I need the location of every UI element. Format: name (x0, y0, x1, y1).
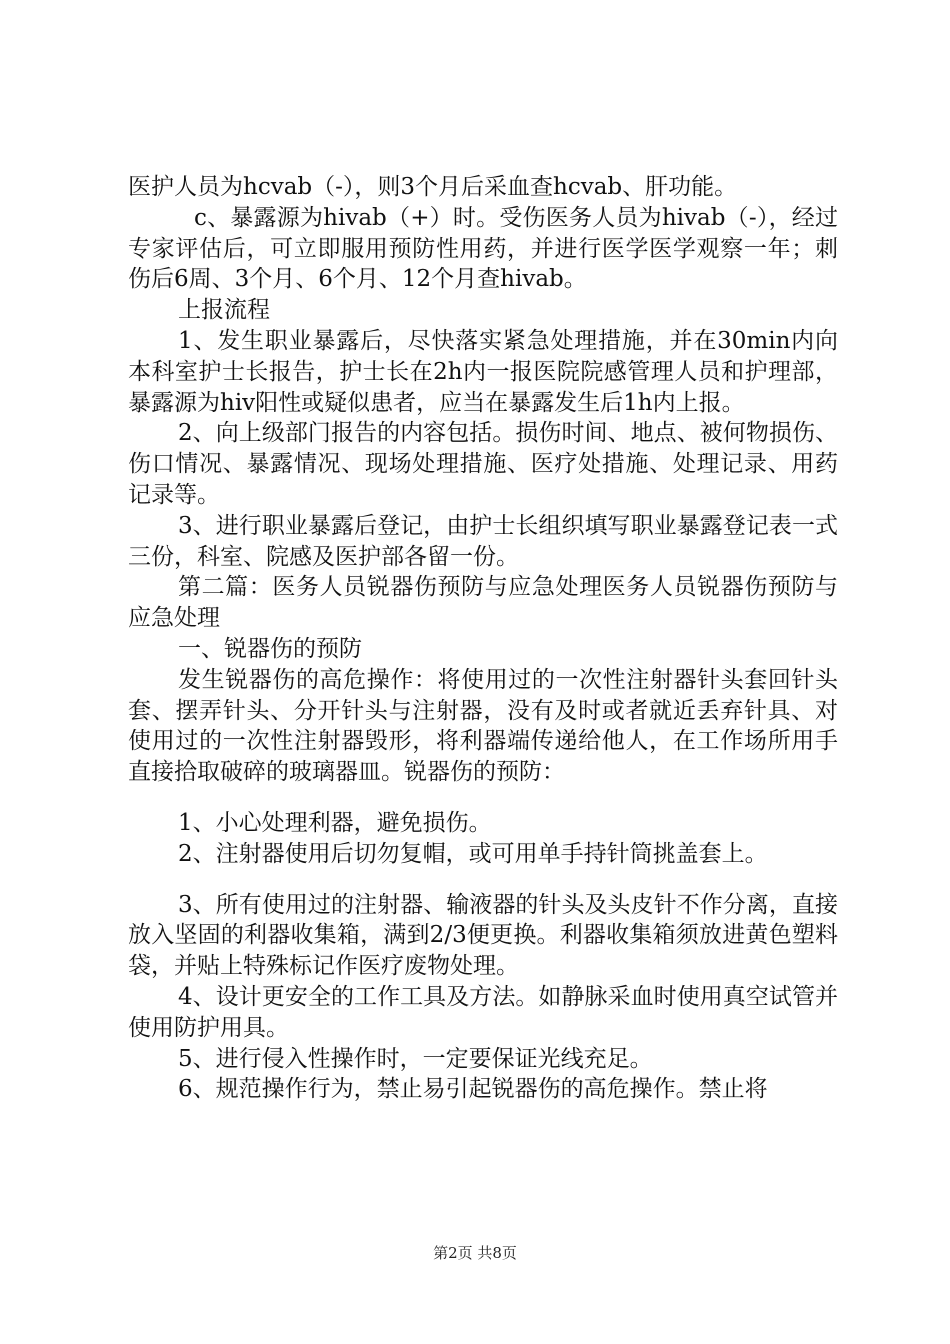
paragraph: 3、进行职业暴露后登记，由护士长组织填写职业暴露登记表一式三份，科室、院感及医护部各留一份。 (128, 512, 838, 570)
chapter-title: 第二篇：医务人员锐器伤预防与应急处理医务人员锐器伤预防与应急处理 (128, 574, 838, 632)
list-item: 4、设计更安全的工作工具及方法。如静脉采血时使用真空试管并使用防护用具。 (128, 983, 838, 1041)
section-heading: 上报流程 (178, 297, 270, 324)
paragraph: 医护人员为hcvab（-），则3个月后采血查hcvab、肝功能。 (128, 174, 738, 200)
spacer (128, 870, 838, 890)
paragraph: 1、发生职业暴露后，尽快落实紧急处理措施，并在30min内向本科室护士长报告，护士长在2h内一报医院院感管理人员和护理部，暴露源为hiv阳性或疑似患者，应当在暴露发生后1h内上报。 (128, 327, 838, 416)
page-number-footer: 第2页 共8页 (433, 1244, 517, 1262)
paragraph: c、暴露源为hivab（+）时。受伤医务人员为hivab（-），经过专家评估后，可立即服用预防性用药，并进行医学医学观察一年；刺伤后6周、3个月、6个月、12个月查hivab。 (128, 204, 838, 293)
document-body (128, 172, 838, 1105)
spacer (128, 788, 838, 808)
section-heading: 一、锐器伤的预防 (178, 635, 362, 662)
paragraph: 发生锐器伤的高危操作：将使用过的一次性注射器针头套回针头套、摆弄针头、分开针头与注射器，没有及时或者就近丢弃针具、对使用过的一次性注射器毁形，将利器端传递给他人，在工作场所用手直接拾取破碎的玻璃器皿。锐器伤的预防： (128, 666, 838, 786)
list-item: 1、小心处理利器，避免损伤。 (178, 809, 492, 836)
paragraph: 2、向上级部门报告的内容包括。损伤时间、地点、被何物损伤、伤口情况、暴露情况、现场处理措施、医疗处措施、处理记录、用药记录等。 (128, 420, 838, 508)
list-item: 6、规范操作行为，禁止易引起锐器伤的高危操作。禁止将 (178, 1076, 768, 1103)
list-item: 3、所有使用过的注射器、输液器的针头及头皮针不作分离，直接放入坚固的利器收集箱，满到2/3便更换。利器收集箱须放进黄色塑料袋，并贴上特殊标记作医疗废物处理。 (128, 891, 838, 980)
list-item: 5、进行侵入性操作时，一定要保证光线充足。 (178, 1045, 653, 1072)
list-item: 2、注射器使用后切勿复帽，或可用单手持针筒挑盖套上。 (178, 840, 768, 867)
